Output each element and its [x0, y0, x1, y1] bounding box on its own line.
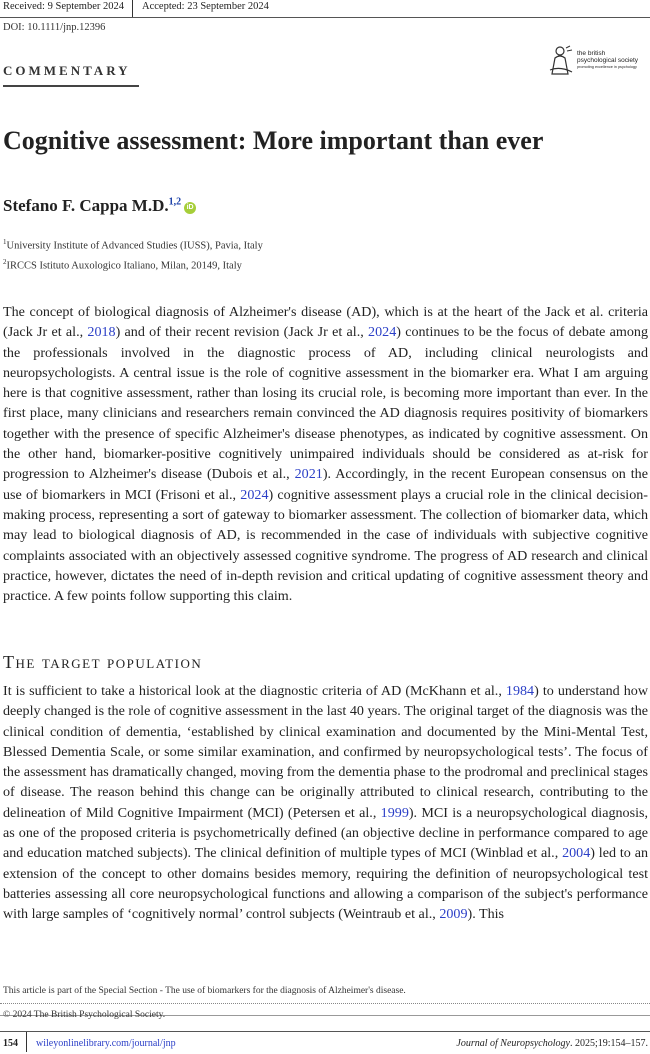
citation-year-link[interactable]: 1984	[505, 683, 535, 699]
logo-tagline: promoting excellence in psychology	[577, 64, 637, 69]
section-heading: The target population	[3, 652, 203, 672]
citation-year-link[interactable]: 1999	[380, 804, 409, 821]
paragraph-text: ) led to an extension of the concept to other domains besides memory, requiring the definition of neuropsychological test batteries assessing all core neuropsychological functions and allowing a comparison of the subject's performance with large samples of ‘cognitively normal’ control subjects (Weintraub et al.,	[3, 845, 648, 923]
paragraph-text: ) continues to be the focus of debate among the professionals involved in the diagnostic process of AD, including clinical neurologists and neuropsychologists. A central issue is the role of cognitive assessment in the biomarker era. What I am arguing here is that cognitive assessment, rather than losing its crucial role, is becoming more important than ever. In the first place, many clinicians and researchers remain convinced the AD diagnosis requires positivity of biomarkers together with the presence of specific Alzheimer's disease phenotypes, as indicated by cognitive assessment. On the other hand, biomarker-positive cognitively unimpaired individuals should be considered as at-risk for progression to Alzheimer's disease (Dubois et al.,	[3, 324, 648, 483]
citation-year-link[interactable]: 2024	[368, 324, 397, 341]
affiliation-2	[3, 258, 242, 272]
paragraph-text: ). MCI is a neuropsychological diagnosis, as one of the proposed criteria is psychometrically defined (an objective decline in performance compared to age and education matched subjects). The clinical definition of multiple types of MCI (Winblad et al.,	[3, 804, 649, 862]
citation-year-link[interactable]: 2004	[562, 845, 591, 862]
footnote-dotted-divider	[0, 1003, 650, 1004]
journal-name: Journal of Neuropsychology	[456, 1038, 570, 1049]
article-title: Cognitive assessment: More important than ever	[3, 126, 544, 155]
received-date: Received: 9 September 2024	[3, 1, 125, 12]
doi[interactable]: DOI: 10.1111/jnp.12396	[3, 22, 106, 33]
article-dates-bar	[0, 0, 650, 18]
divider	[26, 1032, 27, 1052]
orcid-icon[interactable]: iD	[184, 202, 196, 214]
paragraph-text: ). Accordingly, in the recent European consensus on the use of biomarkers in MCI (Frisoni et al.,	[3, 466, 648, 503]
page-number: 154	[3, 1038, 18, 1049]
affiliation-number: 1	[3, 238, 7, 246]
paragraph-text: It is sufficient to take a historical look at the diagnostic criteria of AD (McKhann et al.,	[3, 683, 506, 699]
paragraph-text: ) cognitive assessment plays a crucial role in the clinical decision-making process, representing a sort of gateway to biomarker assessment. The collection of biomarker data, which may lead to biological diagnosis of AD, is recommended in the case of individuals with subjective cognitive complaints associated with an objectively assessed cognitive syndrome. The progress of AD research and clinical practice, however, dictates the need of in-depth revision and critical updating of cognitive assessment theory and practice. A few points follow supporting this claim.	[3, 486, 649, 605]
citation-year-link[interactable]: 2018	[87, 324, 116, 341]
paragraph-text: The concept of biological diagnosis of Alzheimer's disease (AD), which is at the heart of the Jack et al. criteria (Jack Jr et al.,	[3, 304, 648, 341]
article-type: COMMENTARY	[3, 63, 131, 78]
journal-url-link[interactable]: wileyonlinelibrary.com/journal/jnp	[36, 1038, 176, 1049]
intro-paragraph	[3, 302, 648, 606]
affiliation-text: IRCCS Istituto Auxologico Italiano, Milan, 20149, Italy	[6, 260, 242, 272]
citation-details: . 2025;19:154–157.	[569, 1038, 648, 1049]
target-population-paragraph	[3, 681, 648, 925]
page-footer	[0, 1031, 650, 1054]
bps-logo	[548, 44, 650, 76]
affiliation-number: 2	[3, 258, 7, 266]
author-name[interactable]: Stefano F. Cappa M.D.	[3, 196, 169, 215]
accepted-date: Accepted: 23 September 2024	[142, 1, 269, 12]
bps-emblem-icon	[548, 44, 574, 76]
divider	[3, 85, 139, 87]
divider	[132, 0, 133, 17]
copyright: © 2024 The British Psychological Society.	[3, 1010, 166, 1020]
footnote: This article is part of the Special Section - The use of biomarkers for the diagnosis of Alzheimer's disease.	[3, 986, 406, 996]
journal-citation	[456, 1038, 648, 1049]
paragraph-text: ) to understand how deeply changed is the role of cognitive assessment in the last 40 years. The original target of the diagnosis was the clinical condition of dementia, ‘established by clinical examination and documented by the Mini-Mental Test, Blessed Dementia Scale, or some similar examination, and confirmed by neuropsychological tests’. The focus of the assessment has dramatically changed, moving from the dementia phase to the prodromal and preclinical stages of disease. The reason behind this change can be originally attributed to clinical research, contributing to the delineation of Mild Cognitive Impairment (MCI) (Petersen et al.,	[3, 683, 648, 821]
paragraph-text: ) and of their recent revision (Jack Jr et al.,	[115, 324, 369, 341]
logo-line1: the british	[577, 49, 606, 57]
author-affiliation-refs[interactable]: 1,2	[168, 196, 182, 208]
citation-year-link[interactable]: 2024	[240, 486, 269, 503]
paragraph-text: ). This	[467, 906, 505, 923]
affiliation-1	[3, 238, 263, 252]
author	[3, 196, 196, 216]
citation-year-link[interactable]: 2021	[294, 466, 323, 483]
logo-line2: psychological society	[577, 56, 639, 64]
citation-year-link[interactable]: 2009	[439, 906, 468, 923]
affiliation-text: University Institute of Advanced Studies (IUSS), Pavia, Italy	[6, 240, 263, 252]
